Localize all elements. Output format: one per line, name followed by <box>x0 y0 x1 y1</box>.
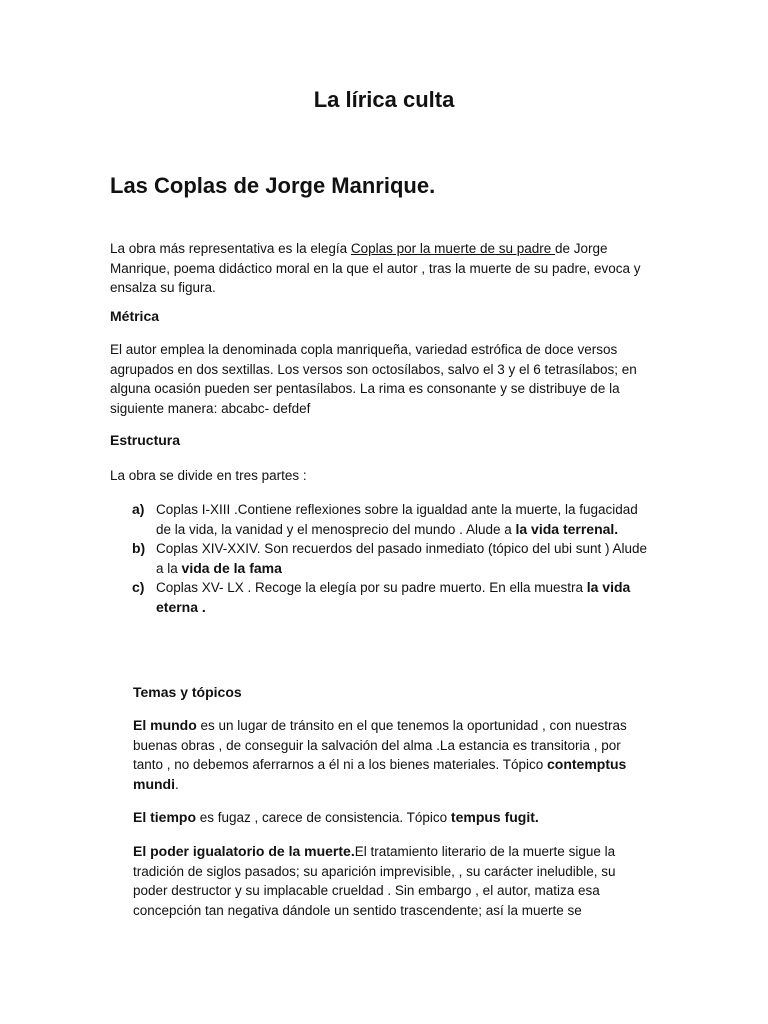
estructura-list <box>110 500 650 617</box>
intro-paragraph <box>110 239 650 298</box>
list-marker: b) <box>132 540 146 556</box>
mundo-topic: contemptus mundi <box>133 756 627 792</box>
metrica-heading: Métrica <box>110 308 160 324</box>
tiempo-text: es fugaz , carece de consistencia. Tópico <box>196 810 451 825</box>
tiempo-lead: El tiempo <box>133 809 197 825</box>
list-item-emphasis: vida de la fama <box>181 559 282 576</box>
list-item-emphasis: la vida eterna . <box>156 579 631 615</box>
tiempo-topic: tempus fugit. <box>450 809 539 825</box>
mundo-end: . <box>175 776 179 792</box>
mundo-lead: El mundo <box>133 717 197 733</box>
poder-paragraph <box>133 842 648 920</box>
mundo-text: es un lugar de tránsito en el que tenemos la oportunidad , con nuestras buenas obras , de conseguir la salvación del alma .La estancia es transitoria , por tanto , no debemos aferrarnos a él ni a los bienes materiales. Tópico <box>133 718 627 772</box>
document-title: La lírica culta <box>313 87 455 112</box>
metrica-paragraph: El autor emplea la denominada copla manriqueña, variedad estrófica de doce versos agrupados en dos sextillas. Los versos son octosílabos, salvo el 3 y el 6 tetrasílabos; en alguna ocasión pueden ser pentasílabos. La rima es consonante y se distribuye de la siguiente manera: abcabc- defdef <box>110 342 637 416</box>
poder-text: El tratamiento literario de la muerte sigue la tradición de siglos pasados; su aparición imprevisible, , su carácter ineludible, su poder destructor y su implacable crueldad . Sin embargo , el autor, matiza esa concepción tan negativa dándole un sentido trascendente; así la muerte se <box>133 844 616 918</box>
list-item <box>110 578 650 617</box>
poder-lead: El poder igualatorio de la muerte. <box>133 843 355 859</box>
list-item <box>110 539 650 578</box>
list-marker: a) <box>132 501 145 517</box>
mundo-paragraph <box>133 716 648 794</box>
section-heading: Las Coplas de Jorge Manrique. <box>110 173 436 198</box>
estructura-heading: Estructura <box>110 432 181 448</box>
list-item-text: Coplas XIV-XXIV. Son recuerdos del pasado inmediato (tópico del ubi sunt ) Alude a la <box>156 541 648 576</box>
list-item <box>110 500 650 539</box>
list-marker: c) <box>132 579 145 595</box>
temas-heading: Temas y tópicos <box>133 684 242 700</box>
tiempo-paragraph <box>133 808 648 828</box>
list-item-emphasis: la vida terrenal. <box>515 520 619 537</box>
work-title-link: Coplas por la muerte de su padre <box>350 241 556 256</box>
list-item-text: Coplas I-XIII .Contiene reflexiones sobre la igualdad ante la muerte, la fugacidad de la vida, la vanidad y el menosprecio del mundo . Alude a <box>156 502 638 537</box>
estructura-intro: La obra se divide en tres partes : <box>110 468 307 483</box>
intro-text-1: La obra más representativa es la elegía <box>110 241 351 256</box>
list-item-text: Coplas XV- LX . Recoge la elegía por su padre muerto. En ella muestra <box>156 580 587 595</box>
intro-text-2: de Jorge Manrique, poema didáctico moral en la que el autor , tras la muerte de su padre, evoca y ensalza su figura. <box>110 241 641 295</box>
